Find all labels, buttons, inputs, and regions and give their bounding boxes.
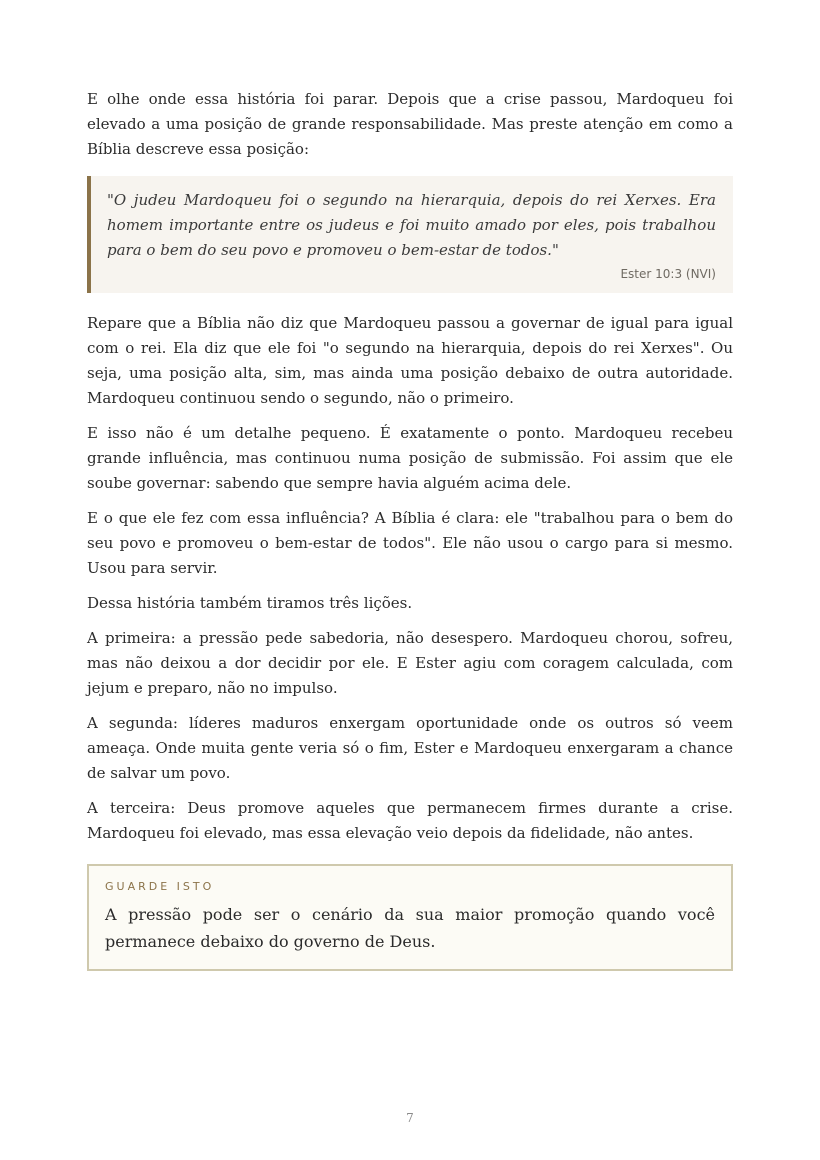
callout-text: A pressão pode ser o cenário da sua maior promoção quando você permanece debaixo do governo de Deus. [105,905,715,951]
page-content [87,87,733,971]
quote-text: "O judeu Mardoqueu foi o segundo na hierarquia, depois do rei Xerxes. Era homem importante entre os judeus e foi muito amado por eles, pois trabalhou para o bem do seu povo e promoveu o bem-estar de todos." [107,191,716,259]
paragraph-lesson-3: A terceira: Deus promove aqueles que permanecem firmes durante a crise. Mardoqueu foi elevado, mas essa elevação veio depois da fidelidade, não antes. [87,799,733,842]
paragraph: Dessa história também tiramos três lições. [87,594,413,612]
paragraph: E isso não é um detalhe pequeno. É exatamente o ponto. Mardoqueu recebeu grande influência, mas continuou numa posição de submissão. Foi assim que ele soube governar: sabendo que sempre havia alguém acima dele. [87,424,733,492]
callout-label: GUARDE ISTO [105,880,215,893]
paragraph: Repare que a Bíblia não diz que Mardoqueu passou a governar de igual para igual com o rei. Ela diz que ele foi "o segundo na hierarquia, depois do rei Xerxes". Ou seja, uma posição alta, sim, mas ainda uma posição debaixo de outra autoridade. Mardoqueu continuou sendo o segundo, não o primeiro. [87,314,733,407]
takeaway-callout [87,864,733,971]
scripture-quote [87,176,733,293]
paragraph-intro: E olhe onde essa história foi parar. Depois que a crise passou, Mardoqueu foi elevado a uma posição de grande responsabilidade. Mas preste atenção em como a Bíblia descreve essa posição: [87,90,733,158]
page-number: 7 [406,1111,414,1125]
quote-reference: Ester 10:3 (NVI) [620,267,716,281]
paragraph-lesson-1: A primeira: a pressão pede sabedoria, não desespero. Mardoqueu chorou, sofreu, mas não deixou a dor decidir por ele. E Ester agiu com coragem calculada, com jejum e preparo, não no impulso. [87,629,733,697]
paragraph-lesson-2: A segunda: líderes maduros enxergam oportunidade onde os outros só veem ameaça. Onde muita gente veria só o fim, Ester e Mardoqueu enxergaram a chance de salvar um povo. [87,714,733,782]
paragraph: E o que ele fez com essa influência? A Bíblia é clara: ele "trabalhou para o bem do seu povo e promoveu o bem-estar de todos". Ele não usou o cargo para si mesmo. Usou para servir. [87,509,733,577]
